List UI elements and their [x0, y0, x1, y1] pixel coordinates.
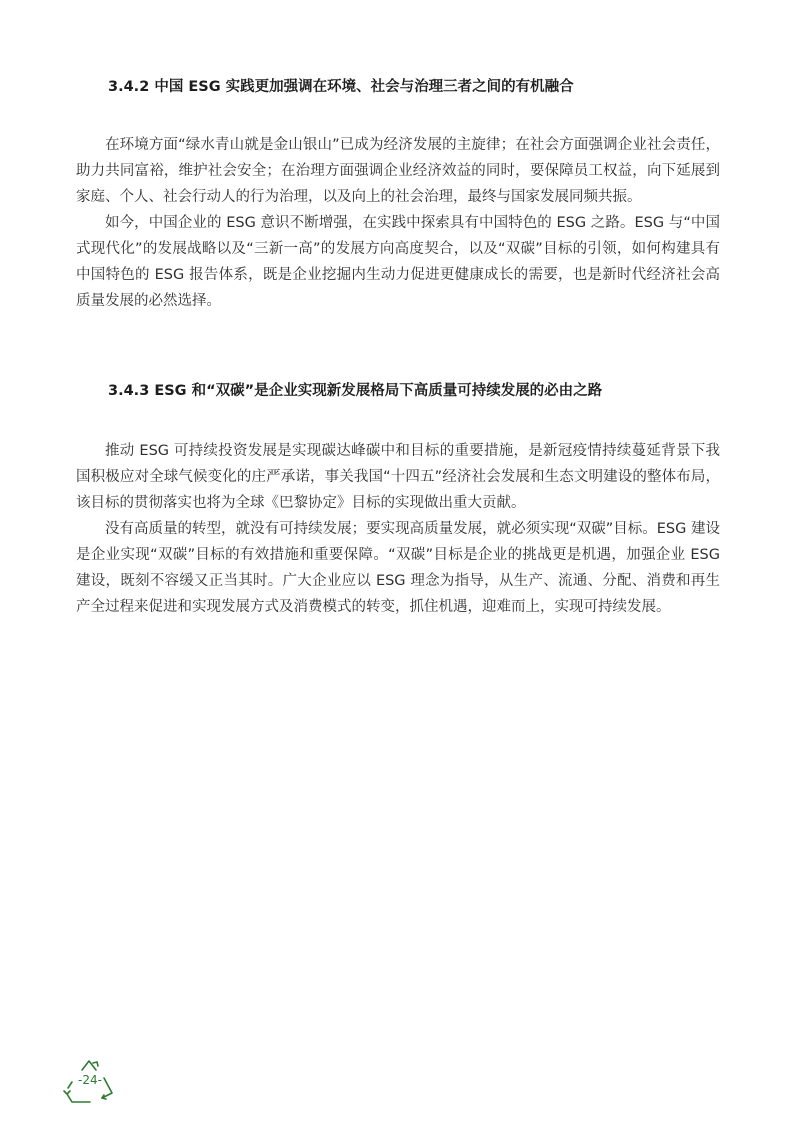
section-body-3-4-3 [76, 438, 720, 620]
section-body-3-4-2 [76, 132, 720, 314]
paragraph: 没有高质量的转型，就没有可持续发展；要实现高质量发展，就必须实现“双碳”目标。ESG 建设是企业实现“双碳”目标的有效措施和重要保障。“双碳”目标是企业的挑战更是机遇，加强企业 ESG 建设，既刻不容缓又正当其时。广大企业应以 ESG 理念为指导，从生产、流通、分配、消费和再生产全过程来促进和实现发展方式及消费模式的转变，抓住机遇，迎难而上，实现可持续发展。 [76, 521, 720, 615]
section-heading-3-4-3: 3.4.3 ESG 和“双碳”是企业实现新发展格局下高质量可持续发展的必由之路 [108, 383, 603, 399]
page-footer [62, 1058, 118, 1108]
page-number: -24- [78, 1073, 102, 1087]
section-heading-3-4-2: 3.4.2 中国 ESG 实践更加强调在环境、社会与治理三者之间的有机融合 [108, 79, 574, 95]
paragraph: 推动 ESG 可持续投资发展是实现碳达峰碳中和目标的重要措施，是新冠疫情持续蔓延背景下我国积极应对全球气候变化的庄严承诺，事关我国“十四五”经济社会发展和生态文明建设的整体布局，该目标的贯彻落实也将为全球《巴黎协定》目标的实现做出重大贡献。 [76, 443, 720, 511]
paragraph: 如今，中国企业的 ESG 意识不断增强，在实践中探索具有中国特色的 ESG 之路。ESG 与“中国式现代化”的发展战略以及“三新一高”的发展方向高度契合，以及“双碳”目标的引领，如何构建具有中国特色的 ESG 报告体系，既是企业挖掘内生动力促进更健康成长的需要，也是新时代经济社会高质量发展的必然选择。 [76, 215, 720, 309]
paragraph: 在环境方面“绿水青山就是金山银山”已成为经济发展的主旋律；在社会方面强调企业社会责任，助力共同富裕，维护社会安全；在治理方面强调企业经济效益的同时，要保障员工权益，向下延展到家庭、个人、社会行动人的行为治理，以及向上的社会治理，最终与国家发展同频共振。 [76, 137, 720, 205]
